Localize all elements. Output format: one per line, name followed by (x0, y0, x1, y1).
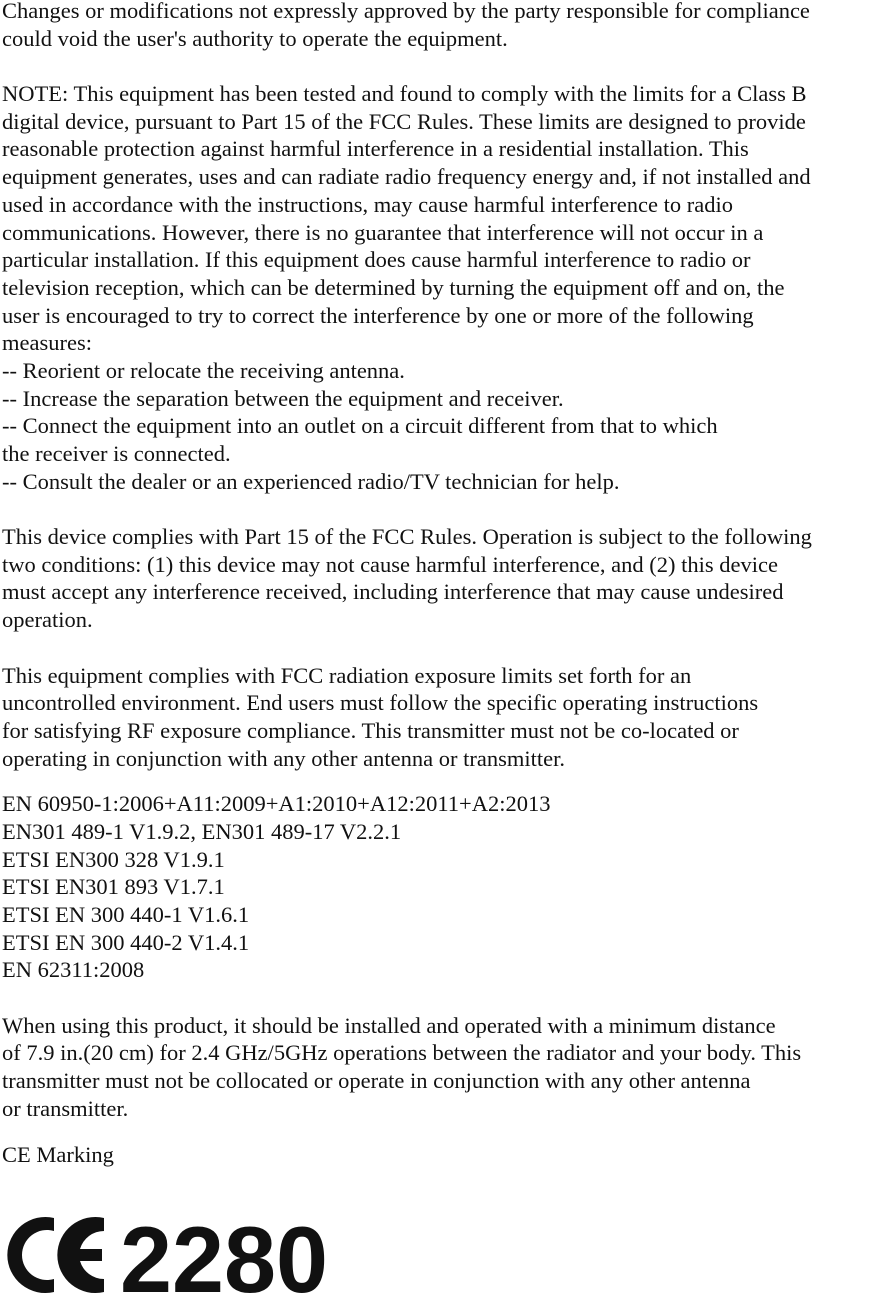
text-line: digital device, pursuant to Part 15 of the FCC Rules. These limits are designed to provide (2, 108, 806, 134)
text-line: two conditions: (1) this device may not cause harmful interference, and (2) this device (2, 551, 778, 577)
measure-item: -- Consult the dealer or an experienced radio/TV technician for help. (2, 468, 620, 494)
text-line: used in accordance with the instructions, may cause harmful interference to radio (2, 191, 733, 217)
text-line: transmitter must not be collocated or operate in conjunction with any other antenna (2, 1068, 751, 1094)
text-line: measures: (2, 330, 92, 356)
paragraph-fcc-note (2, 80, 875, 495)
standards-list (2, 790, 875, 984)
compliance-document (2, 0, 875, 1168)
measure-item: -- Connect the equipment into an outlet on a circuit different from that to which (2, 413, 718, 439)
ce-letter-e (57, 1217, 104, 1293)
text-line: operation. (2, 607, 93, 633)
measure-item-continued: the receiver is connected. (2, 441, 231, 466)
paragraph-part15-conditions (2, 523, 875, 634)
standard-item: ETSI EN301 893 V1.7.1 (2, 874, 225, 900)
paragraph-minimum-distance (2, 1012, 875, 1123)
text-line: must accept any interference received, including interference that may cause undesired (2, 579, 784, 605)
text-line: When using this product, it should be installed and operated with a minimum distance (2, 1012, 776, 1038)
text-line: This equipment complies with FCC radiation exposure limits set forth for an (2, 662, 692, 688)
text-line: operating in conjunction with any other antenna or transmitter. (2, 745, 565, 771)
text-line: NOTE: This equipment has been tested and found to comply with the limits for a Class B (2, 81, 807, 107)
text-line: uncontrolled environment. End users must follow the specific operating instructions (2, 690, 759, 716)
text-line: particular installation. If this equipment does cause harmful interference to radio or (2, 247, 751, 273)
standard-item: EN 60950-1:2006+A11:2009+A1:2010+A12:2011+A2:2013 (2, 791, 551, 817)
text-line: or transmitter. (2, 1095, 129, 1121)
text-line: television reception, which can be determined by turning the equipment off and on, the (2, 274, 785, 300)
text-line: equipment generates, uses and can radiate radio frequency energy and, if not installed and (2, 164, 811, 190)
text-line: reasonable protection against harmful interference in a residential installation. This (2, 136, 749, 162)
text-line: for satisfying RF exposure compliance. This transmitter must not be co-located or (2, 717, 739, 743)
paragraph-rf-exposure (2, 662, 875, 773)
text-line: communications. However, there is no guarantee that interference will not occur in a (2, 219, 764, 245)
measure-item: -- Increase the separation between the equipment and receiver. (2, 385, 564, 411)
ce-notified-body-number: 2280 (120, 1212, 328, 1298)
text-line: This device complies with Part 15 of the FCC Rules. Operation is subject to the following (2, 524, 812, 550)
paragraph-modifications (2, 0, 875, 52)
standard-item: ETSI EN 300 440-2 V1.4.1 (2, 929, 250, 955)
measure-item: -- Reorient or relocate the receiving antenna. (2, 357, 405, 383)
ce-letter-c (7, 1217, 54, 1293)
standard-item: EN 62311:2008 (2, 957, 145, 983)
text-line: Changes or modifications not expressly approved by the party responsible for compliance (2, 0, 810, 23)
text-line: could void the user's authority to operate the equipment. (2, 25, 508, 51)
standard-item: ETSI EN 300 440-1 V1.6.1 (2, 902, 250, 927)
text-line: of 7.9 in.(20 cm) for 2.4 GHz/5GHz operations between the radiator and your body. This (2, 1040, 802, 1066)
ce-mark-logo (2, 1212, 332, 1298)
standard-item: EN301 489-1 V1.9.2, EN301 489-17 V2.2.1 (2, 818, 402, 844)
standard-item: ETSI EN300 328 V1.9.1 (2, 846, 225, 872)
text-line: user is encouraged to try to correct the interference by one or more of the following (2, 302, 754, 328)
ce-marking-heading: CE Marking (2, 1141, 114, 1167)
